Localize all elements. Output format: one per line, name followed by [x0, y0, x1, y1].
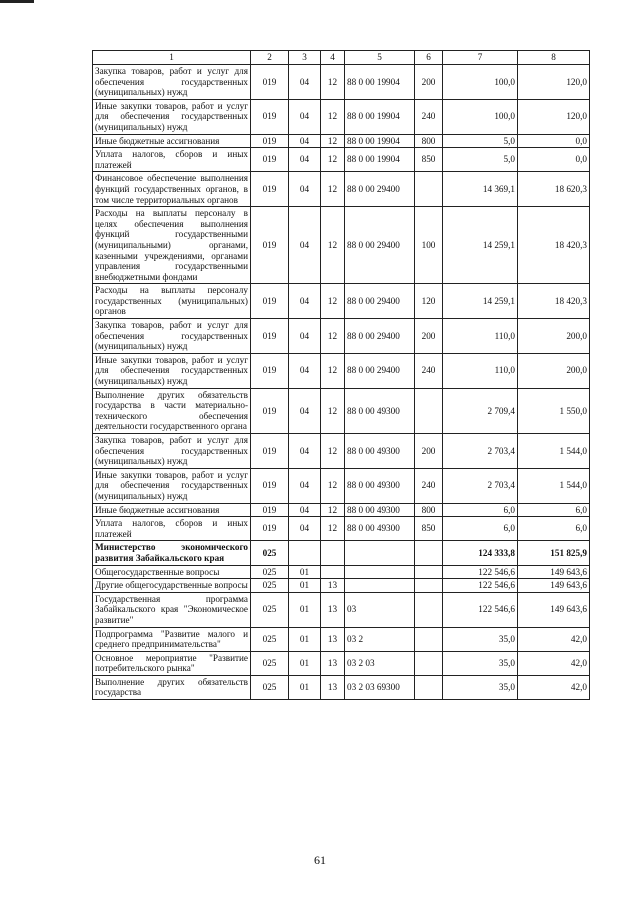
- row-name: Расходы на выплаты персоналу государственных (муниципальных) органов: [93, 284, 251, 319]
- row-subsection-code: 12: [321, 207, 345, 284]
- row-amount-year-1: 100,0: [443, 99, 518, 134]
- row-amount-year-1: 122 546,6: [443, 579, 518, 593]
- table-row: [93, 172, 590, 207]
- row-section-code: 04: [289, 284, 321, 319]
- row-target-code: 88 0 00 49300: [345, 434, 415, 469]
- table-row: [93, 434, 590, 469]
- row-target-code: 88 0 00 29400: [345, 207, 415, 284]
- row-amount-year-1: 35,0: [443, 627, 518, 651]
- row-name: Уплата налогов, сборов и иных платежей: [93, 517, 251, 541]
- row-admin-code: 025: [251, 541, 289, 565]
- row-subsection-code: 12: [321, 468, 345, 503]
- table-row: [93, 627, 590, 651]
- row-target-code: [345, 565, 415, 579]
- row-amount-year-1: 14 259,1: [443, 284, 518, 319]
- row-subsection-code: 12: [321, 148, 345, 172]
- row-section-code: 01: [289, 675, 321, 699]
- row-expense-type: [415, 579, 443, 593]
- row-target-code: 88 0 00 19904: [345, 99, 415, 134]
- row-name: Иные закупки товаров, работ и услуг для обеспечения государственных (муниципальных) нужд: [93, 99, 251, 134]
- row-expense-type: 120: [415, 284, 443, 319]
- row-subsection-code: 12: [321, 134, 345, 148]
- row-admin-code: 019: [251, 503, 289, 517]
- row-amount-year-2: 149 643,6: [518, 592, 590, 627]
- row-amount-year-2: 6,0: [518, 517, 590, 541]
- table-row: [93, 388, 590, 433]
- row-target-code: 03 2 03: [345, 651, 415, 675]
- row-admin-code: 019: [251, 148, 289, 172]
- row-name: Расходы на выплаты персоналу в целях обеспечения выполнения функций государственными (муниципальными) органами, казенными учреждениями, органами управления государственными внебюджетными фондами: [93, 207, 251, 284]
- table-row: [93, 284, 590, 319]
- row-expense-type: 240: [415, 353, 443, 388]
- row-amount-year-2: 149 643,6: [518, 579, 590, 593]
- row-expense-type: 800: [415, 134, 443, 148]
- row-target-code: 88 0 00 29400: [345, 353, 415, 388]
- row-name: Закупка товаров, работ и услуг для обеспечения государственных (муниципальных) нужд: [93, 319, 251, 354]
- row-amount-year-1: 100,0: [443, 65, 518, 100]
- row-admin-code: 019: [251, 284, 289, 319]
- row-target-code: 88 0 00 49300: [345, 468, 415, 503]
- row-subsection-code: 12: [321, 388, 345, 433]
- table-row: [93, 579, 590, 593]
- row-admin-code: 019: [251, 99, 289, 134]
- row-amount-year-2: 42,0: [518, 627, 590, 651]
- row-amount-year-2: 1 544,0: [518, 468, 590, 503]
- row-section-code: 04: [289, 207, 321, 284]
- row-section-code: 01: [289, 592, 321, 627]
- row-amount-year-2: 18 620,3: [518, 172, 590, 207]
- table-row: [93, 65, 590, 100]
- row-admin-code: 019: [251, 517, 289, 541]
- row-admin-code: 025: [251, 627, 289, 651]
- budget-table: [92, 50, 590, 700]
- row-admin-code: 019: [251, 65, 289, 100]
- row-subsection-code: 12: [321, 353, 345, 388]
- row-expense-type: [415, 172, 443, 207]
- row-name: Выполнение других обязательств государства в части материально-технического обеспечения деятельности государственного органа: [93, 388, 251, 433]
- row-section-code: 04: [289, 65, 321, 100]
- table-row: [93, 148, 590, 172]
- row-expense-type: 240: [415, 468, 443, 503]
- row-expense-type: 200: [415, 434, 443, 469]
- row-expense-type: [415, 541, 443, 565]
- row-section-code: 01: [289, 579, 321, 593]
- row-amount-year-2: 120,0: [518, 65, 590, 100]
- row-admin-code: 019: [251, 353, 289, 388]
- row-target-code: 88 0 00 19904: [345, 148, 415, 172]
- row-target-code: 88 0 00 49300: [345, 388, 415, 433]
- row-name: Иные бюджетные ассигнования: [93, 503, 251, 517]
- row-amount-year-1: 110,0: [443, 353, 518, 388]
- row-amount-year-2: 120,0: [518, 99, 590, 134]
- row-target-code: 88 0 00 49300: [345, 517, 415, 541]
- row-amount-year-2: 18 420,3: [518, 207, 590, 284]
- row-target-code: [345, 579, 415, 593]
- row-target-code: 88 0 00 29400: [345, 172, 415, 207]
- row-subsection-code: 12: [321, 284, 345, 319]
- row-name: Общегосударственные вопросы: [93, 565, 251, 579]
- row-target-code: 03: [345, 592, 415, 627]
- row-subsection-code: [321, 541, 345, 565]
- row-amount-year-2: 42,0: [518, 675, 590, 699]
- row-amount-year-2: 200,0: [518, 319, 590, 354]
- row-section-code: 04: [289, 434, 321, 469]
- table-row: [93, 565, 590, 579]
- row-expense-type: 240: [415, 99, 443, 134]
- row-amount-year-1: 6,0: [443, 517, 518, 541]
- header-col-7: 7: [443, 51, 518, 65]
- table-row: [93, 675, 590, 699]
- row-amount-year-1: 35,0: [443, 651, 518, 675]
- row-name: Иные бюджетные ассигнования: [93, 134, 251, 148]
- row-name: Иные закупки товаров, работ и услуг для обеспечения государственных (муниципальных) нужд: [93, 468, 251, 503]
- row-target-code: 03 2: [345, 627, 415, 651]
- row-expense-type: 100: [415, 207, 443, 284]
- table-body: [93, 65, 590, 700]
- header-col-1: 1: [93, 51, 251, 65]
- scan-edge-mark: [0, 0, 34, 3]
- row-expense-type: 850: [415, 517, 443, 541]
- table-row: [93, 207, 590, 284]
- row-amount-year-1: 5,0: [443, 148, 518, 172]
- header-col-4: 4: [321, 51, 345, 65]
- table-row: [93, 353, 590, 388]
- row-name: Выполнение других обязательств государства: [93, 675, 251, 699]
- row-amount-year-1: 14 259,1: [443, 207, 518, 284]
- row-subsection-code: 13: [321, 627, 345, 651]
- row-expense-type: [415, 388, 443, 433]
- table-row: [93, 134, 590, 148]
- table-row: [93, 319, 590, 354]
- row-name: Министерство экономического развития Забайкальского края: [93, 541, 251, 565]
- row-amount-year-1: 122 546,6: [443, 565, 518, 579]
- row-expense-type: [415, 675, 443, 699]
- row-subsection-code: 12: [321, 503, 345, 517]
- row-amount-year-1: 2 703,4: [443, 434, 518, 469]
- row-amount-year-2: 0,0: [518, 134, 590, 148]
- row-amount-year-2: 0,0: [518, 148, 590, 172]
- row-amount-year-1: 2 709,4: [443, 388, 518, 433]
- row-amount-year-1: 14 369,1: [443, 172, 518, 207]
- row-amount-year-1: 5,0: [443, 134, 518, 148]
- row-admin-code: 019: [251, 134, 289, 148]
- row-expense-type: 200: [415, 319, 443, 354]
- row-subsection-code: 12: [321, 517, 345, 541]
- row-target-code: 88 0 00 19904: [345, 134, 415, 148]
- row-amount-year-2: 18 420,3: [518, 284, 590, 319]
- row-admin-code: 019: [251, 319, 289, 354]
- row-section-code: 04: [289, 99, 321, 134]
- row-subsection-code: 13: [321, 579, 345, 593]
- row-target-code: [345, 541, 415, 565]
- row-name: Подпрограмма "Развитие малого и среднего предпринимательства": [93, 627, 251, 651]
- row-amount-year-1: 6,0: [443, 503, 518, 517]
- header-col-5: 5: [345, 51, 415, 65]
- row-section-code: 01: [289, 651, 321, 675]
- table-header-row: [93, 51, 590, 65]
- row-amount-year-2: 6,0: [518, 503, 590, 517]
- row-subsection-code: 12: [321, 434, 345, 469]
- row-section-code: 04: [289, 319, 321, 354]
- header-col-2: 2: [251, 51, 289, 65]
- row-amount-year-2: 1 550,0: [518, 388, 590, 433]
- row-target-code: 88 0 00 49300: [345, 503, 415, 517]
- row-section-code: 01: [289, 565, 321, 579]
- row-expense-type: 850: [415, 148, 443, 172]
- row-expense-type: [415, 651, 443, 675]
- row-expense-type: [415, 565, 443, 579]
- row-name: Закупка товаров, работ и услуг для обеспечения государственных (муниципальных) нужд: [93, 434, 251, 469]
- row-admin-code: 019: [251, 434, 289, 469]
- row-amount-year-2: 149 643,6: [518, 565, 590, 579]
- row-subsection-code: 12: [321, 172, 345, 207]
- row-amount-year-1: 110,0: [443, 319, 518, 354]
- header-col-6: 6: [415, 51, 443, 65]
- row-name: Иные закупки товаров, работ и услуг для обеспечения государственных (муниципальных) нужд: [93, 353, 251, 388]
- table-row: [93, 651, 590, 675]
- row-section-code: 01: [289, 627, 321, 651]
- row-section-code: 04: [289, 353, 321, 388]
- header-col-3: 3: [289, 51, 321, 65]
- table-row: [93, 592, 590, 627]
- row-expense-type: [415, 592, 443, 627]
- row-subsection-code: 12: [321, 65, 345, 100]
- row-section-code: 04: [289, 503, 321, 517]
- row-name: Государственная программа Забайкальского края "Экономическое развитие": [93, 592, 251, 627]
- row-subsection-code: 12: [321, 99, 345, 134]
- row-section-code: [289, 541, 321, 565]
- row-name: Закупка товаров, работ и услуг для обеспечения государственных (муниципальных) нужд: [93, 65, 251, 100]
- header-col-8: 8: [518, 51, 590, 65]
- row-amount-year-1: 35,0: [443, 675, 518, 699]
- row-amount-year-2: 200,0: [518, 353, 590, 388]
- row-admin-code: 019: [251, 388, 289, 433]
- row-amount-year-2: 1 544,0: [518, 434, 590, 469]
- row-section-code: 04: [289, 468, 321, 503]
- row-expense-type: 800: [415, 503, 443, 517]
- row-subsection-code: [321, 565, 345, 579]
- row-admin-code: 025: [251, 565, 289, 579]
- table-row: [93, 517, 590, 541]
- row-target-code: 88 0 00 19904: [345, 65, 415, 100]
- row-amount-year-1: 124 333,8: [443, 541, 518, 565]
- table-row: [93, 541, 590, 565]
- table-row: [93, 99, 590, 134]
- row-name: Основное мероприятие "Развитие потребительского рынка": [93, 651, 251, 675]
- row-target-code: 88 0 00 29400: [345, 319, 415, 354]
- row-admin-code: 019: [251, 468, 289, 503]
- row-admin-code: 019: [251, 207, 289, 284]
- row-expense-type: 200: [415, 65, 443, 100]
- row-amount-year-1: 2 703,4: [443, 468, 518, 503]
- row-admin-code: 025: [251, 651, 289, 675]
- row-target-code: 88 0 00 29400: [345, 284, 415, 319]
- row-section-code: 04: [289, 134, 321, 148]
- row-section-code: 04: [289, 388, 321, 433]
- row-subsection-code: 13: [321, 592, 345, 627]
- row-target-code: 03 2 03 69300: [345, 675, 415, 699]
- row-name: Финансовое обеспечение выполнения функций государственных органов, в том числе территориальных органов: [93, 172, 251, 207]
- row-admin-code: 025: [251, 592, 289, 627]
- row-name: Другие общегосударственные вопросы: [93, 579, 251, 593]
- row-admin-code: 025: [251, 675, 289, 699]
- row-section-code: 04: [289, 517, 321, 541]
- row-admin-code: 019: [251, 172, 289, 207]
- row-amount-year-2: 151 825,9: [518, 541, 590, 565]
- row-subsection-code: 12: [321, 319, 345, 354]
- row-section-code: 04: [289, 148, 321, 172]
- table-row: [93, 468, 590, 503]
- row-amount-year-1: 122 546,6: [443, 592, 518, 627]
- row-amount-year-2: 42,0: [518, 651, 590, 675]
- row-subsection-code: 13: [321, 651, 345, 675]
- row-admin-code: 025: [251, 579, 289, 593]
- row-subsection-code: 13: [321, 675, 345, 699]
- table-row: [93, 503, 590, 517]
- row-expense-type: [415, 627, 443, 651]
- page-number: 61: [314, 853, 326, 867]
- row-name: Уплата налогов, сборов и иных платежей: [93, 148, 251, 172]
- row-section-code: 04: [289, 172, 321, 207]
